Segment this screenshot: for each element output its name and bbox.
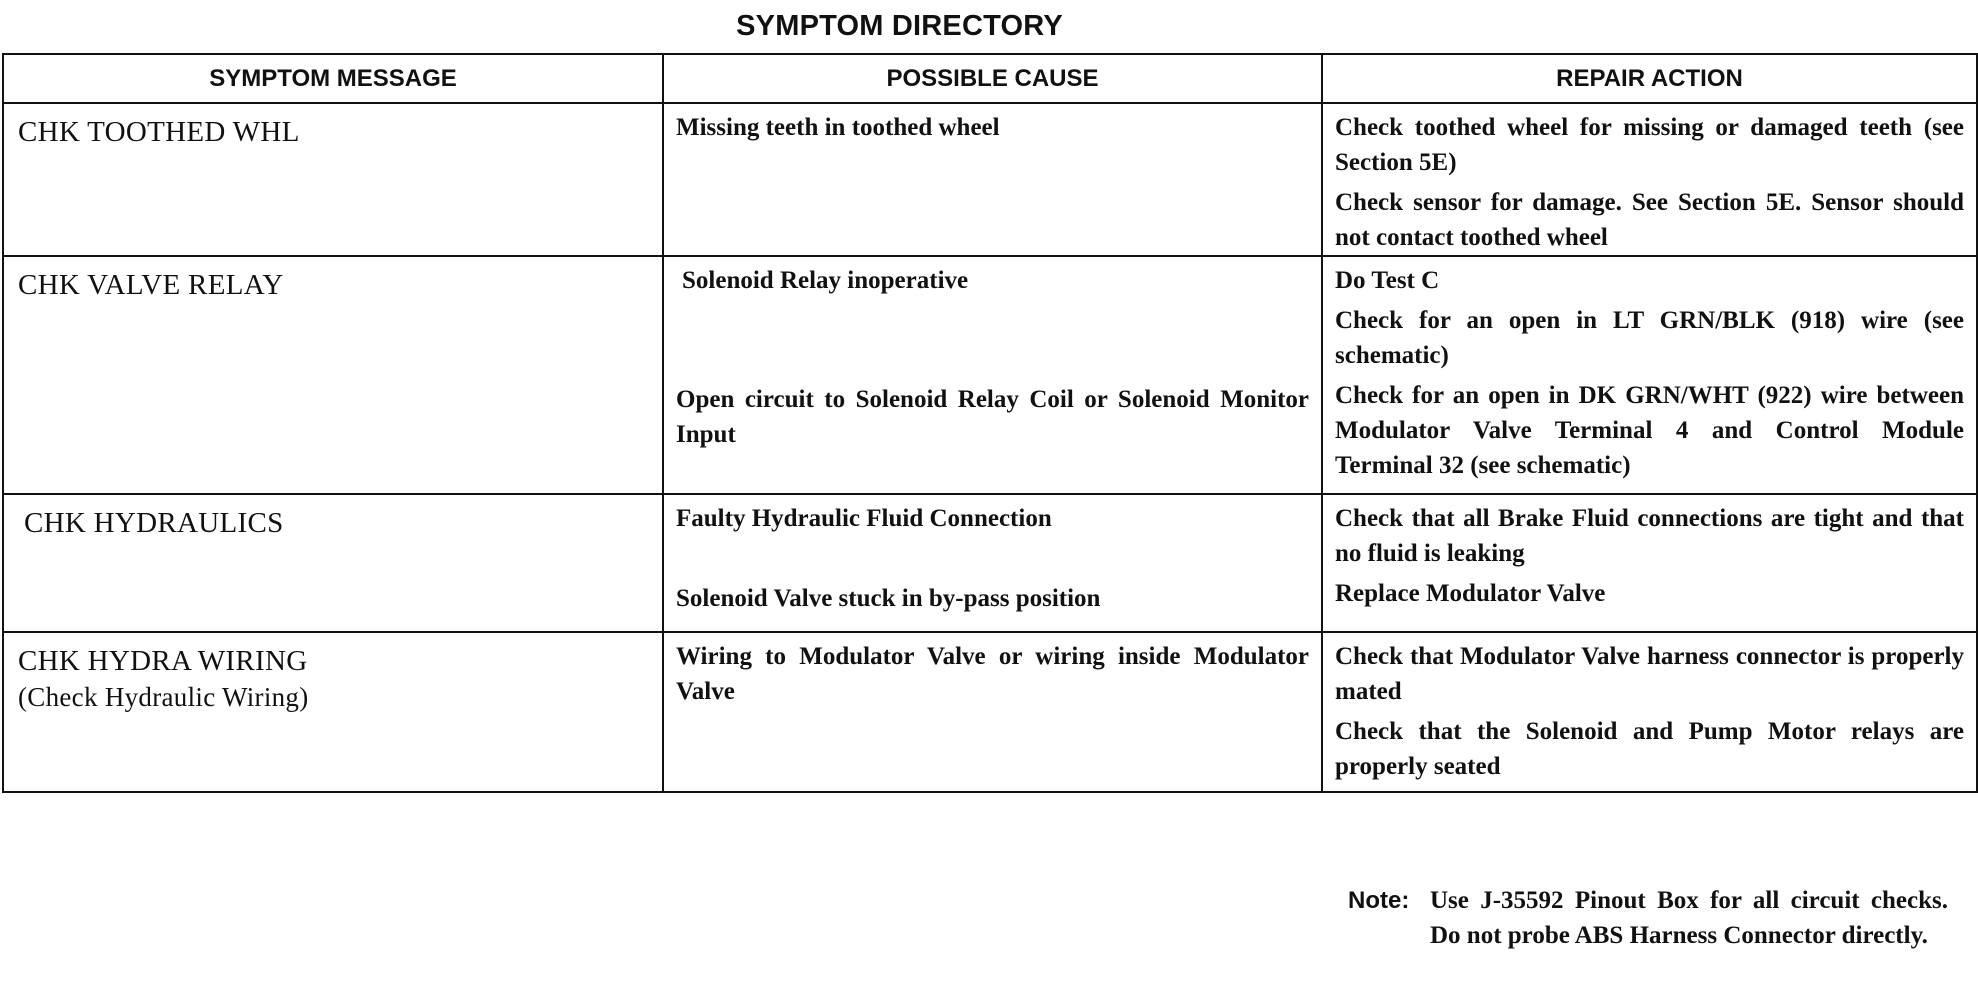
- page-title: SYMPTOM DIRECTORY: [736, 10, 1063, 42]
- symptom-message: CHK HYDRA WIRING: [18, 645, 308, 677]
- symptom-directory-table: [2, 53, 1978, 793]
- cause-cell: [663, 632, 1322, 792]
- note-text: Use J-35592 Pinout Box for all circuit checks. Do not probe ABS Harness Connector directly.: [1430, 887, 1948, 949]
- note-block: [1348, 883, 1948, 953]
- header-repair-action: REPAIR ACTION: [1322, 54, 1977, 103]
- possible-cause: Solenoid Relay inoperative: [682, 267, 969, 294]
- repair-cell: [1322, 103, 1977, 256]
- repair-cell: [1322, 256, 1977, 494]
- cause-cell: [663, 103, 1322, 256]
- symptom-cell: [3, 256, 663, 494]
- possible-cause: Faulty Hydraulic Fluid Connection: [676, 505, 1052, 532]
- table-row: [3, 632, 1977, 792]
- cause-cell: [663, 494, 1322, 632]
- possible-cause: Solenoid Valve stuck in by-pass position: [676, 585, 1101, 612]
- repair-action: Check for an open in LT GRN/BLK (918) wire (see schematic): [1335, 307, 1964, 369]
- possible-cause: Open circuit to Solenoid Relay Coil or Solenoid Monitor Input: [676, 386, 1309, 448]
- header-symptom-message: SYMPTOM MESSAGE: [3, 54, 663, 103]
- possible-cause: Wiring to Modulator Valve or wiring inside Modulator Valve: [676, 643, 1309, 705]
- table-row: [3, 103, 1977, 256]
- header-possible-cause: POSSIBLE CAUSE: [663, 54, 1322, 103]
- symptom-cell: [3, 494, 663, 632]
- repair-action: Check toothed wheel for missing or damaged teeth (see Section 5E): [1335, 114, 1964, 176]
- repair-action: Do Test C: [1335, 267, 1440, 294]
- symptom-cell: [3, 103, 663, 256]
- table-row: [3, 256, 1977, 494]
- repair-action: Check for an open in DK GRN/WHT (922) wire between Modulator Valve Terminal 4 and Control Module Terminal 32 (see schematic): [1335, 382, 1964, 479]
- repair-cell: [1322, 494, 1977, 632]
- repair-action: Check that Modulator Valve harness connector is properly mated: [1335, 643, 1964, 705]
- repair-action: Replace Modulator Valve: [1335, 580, 1606, 607]
- table-header-row: [3, 54, 1977, 103]
- cause-cell: [663, 256, 1322, 494]
- table-row: [3, 494, 1977, 632]
- repair-action: Check that the Solenoid and Pump Motor relays are properly seated: [1335, 718, 1964, 780]
- symptom-cell: [3, 632, 663, 792]
- repair-cell: [1322, 632, 1977, 792]
- repair-action: Check sensor for damage. See Section 5E. Sensor should not contact toothed wheel: [1335, 189, 1964, 251]
- symptom-message: CHK TOOTHED WHL: [18, 116, 300, 148]
- note-label: Note:: [1348, 887, 1410, 914]
- repair-action: Check that all Brake Fluid connections are tight and that no fluid is leaking: [1335, 505, 1964, 567]
- symptom-message: CHK HYDRAULICS: [24, 507, 284, 539]
- symptom-message: CHK VALVE RELAY: [18, 269, 284, 301]
- possible-cause: Missing teeth in toothed wheel: [676, 114, 1000, 141]
- symptom-message-subtitle: (Check Hydraulic Wiring): [18, 682, 309, 712]
